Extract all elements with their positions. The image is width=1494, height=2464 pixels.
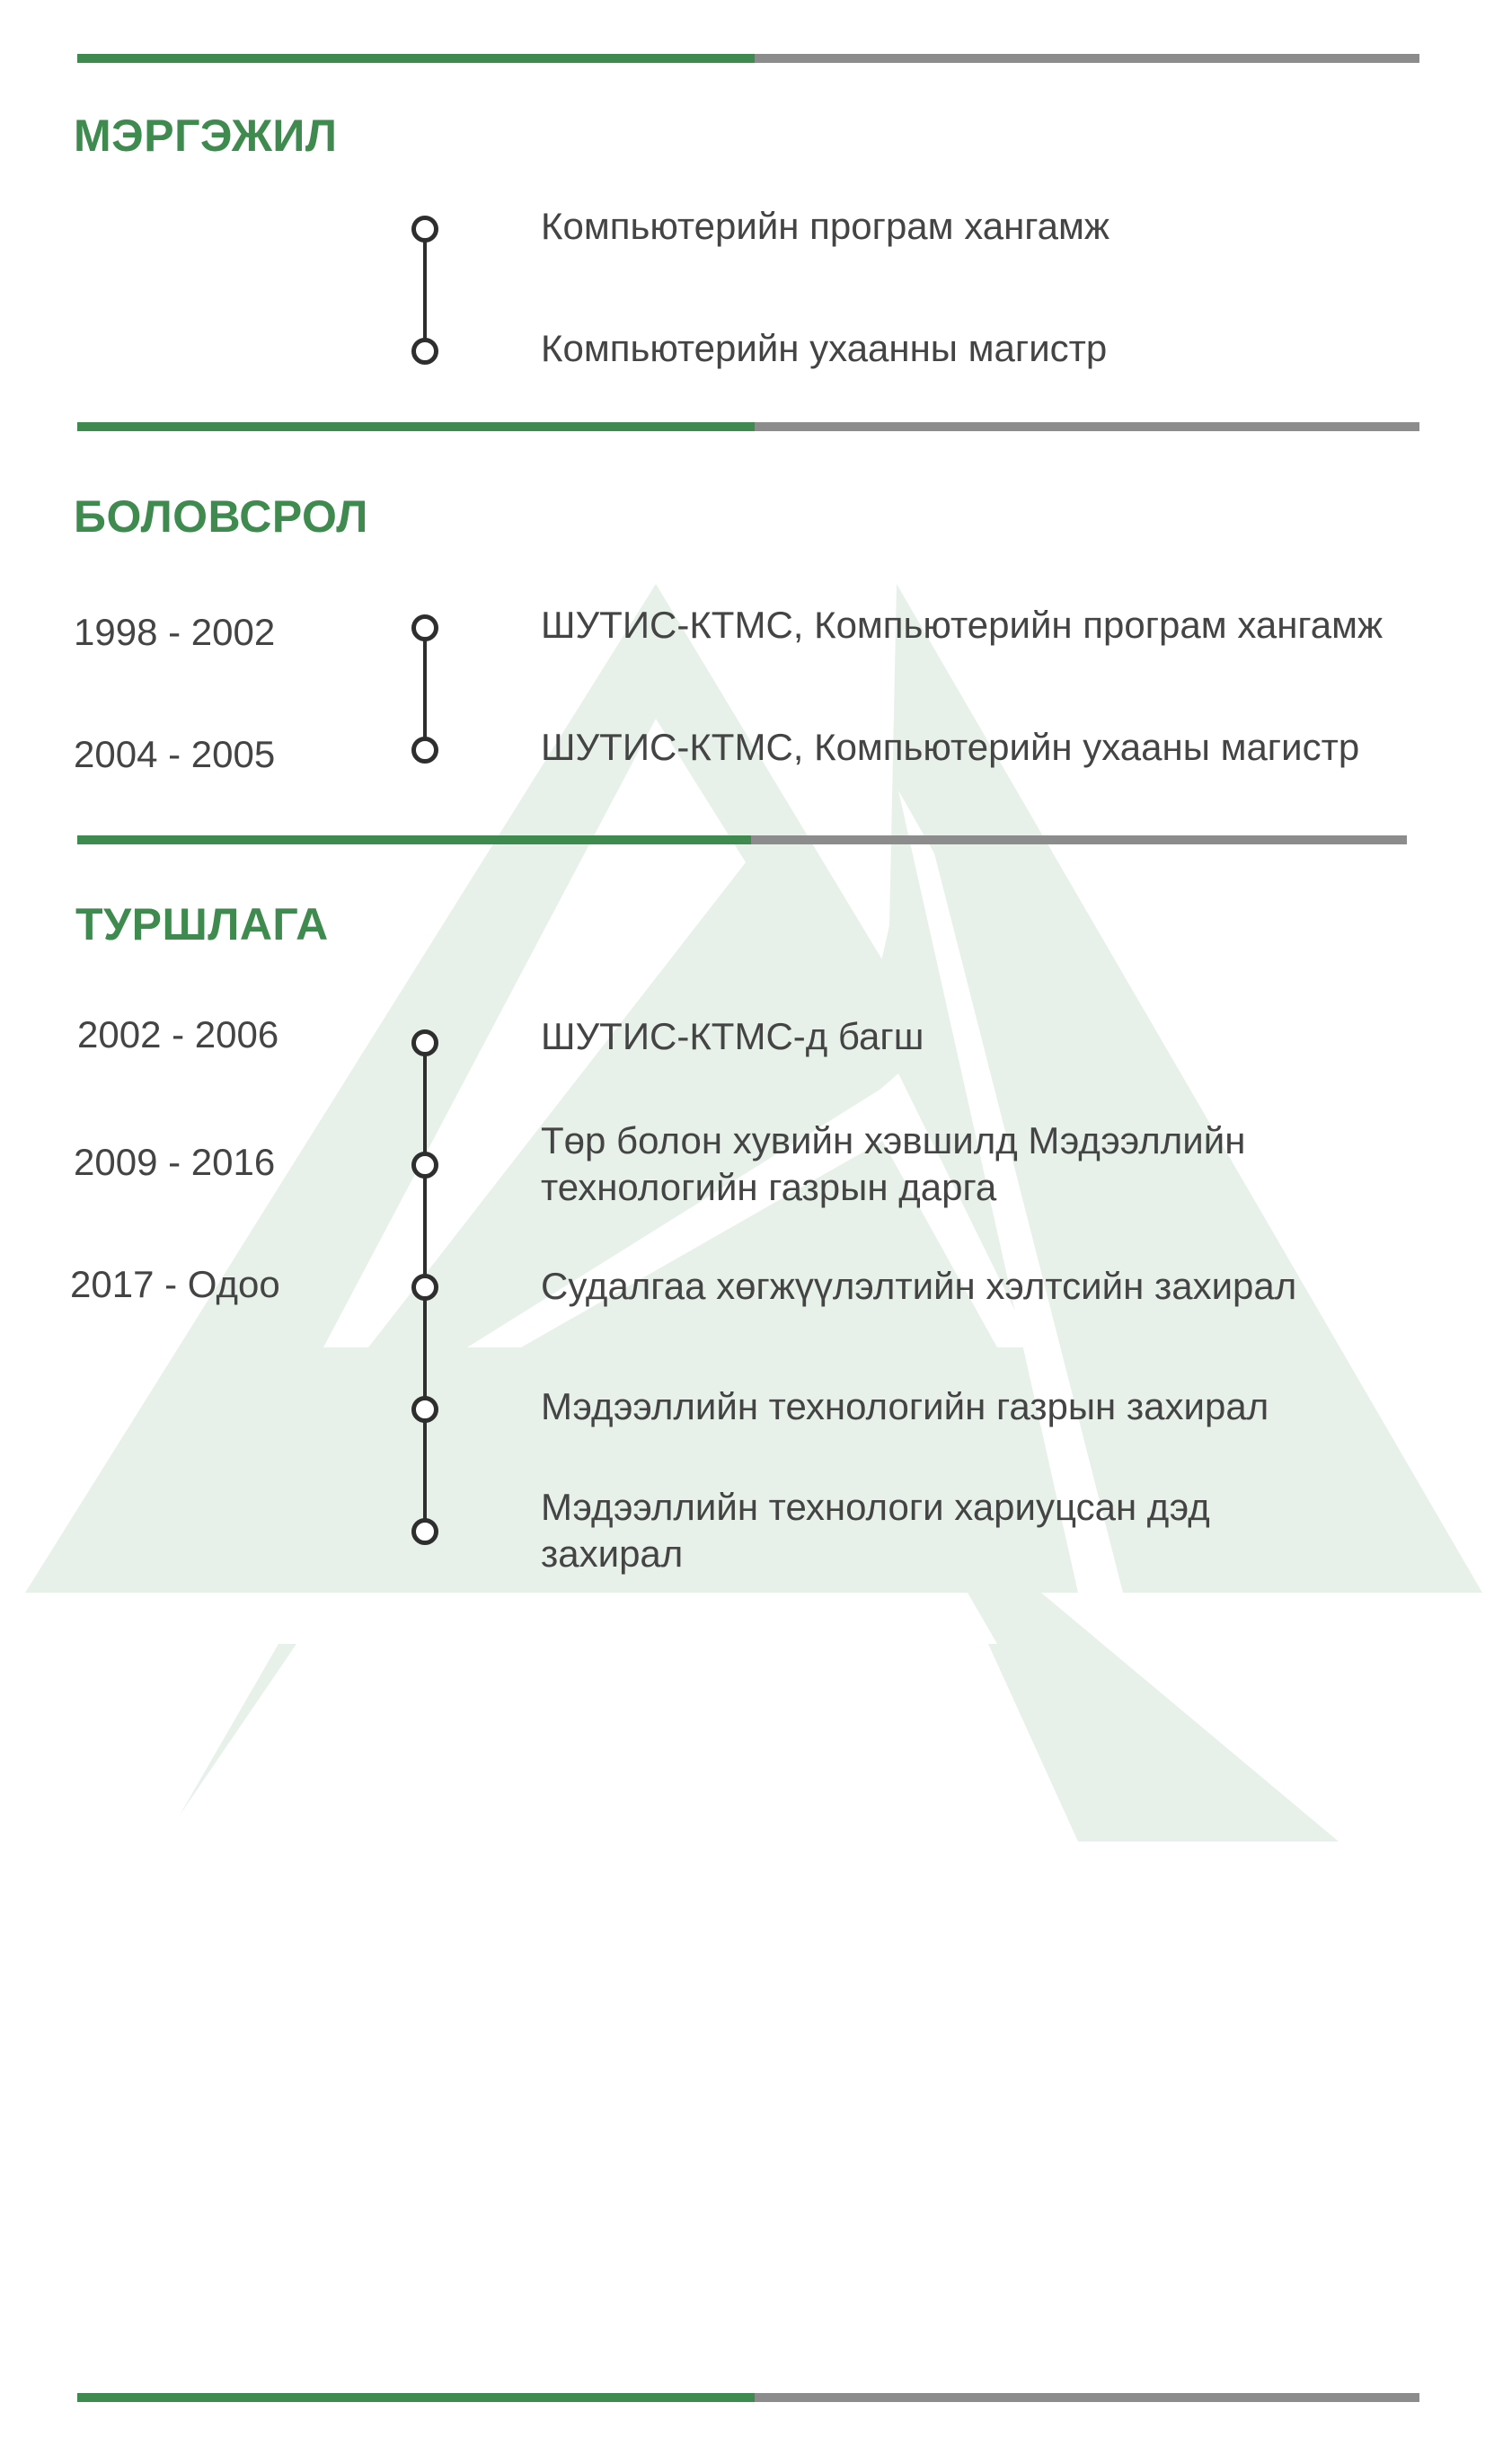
experience-item: Судалгаа хөгжүүлэлтийн хэлтсийн захирал [541, 1265, 1297, 1307]
footer-divider [77, 2393, 1419, 2402]
profession-item: Компьютерийн ухаанны магистр [541, 327, 1108, 369]
timeline-node [411, 338, 438, 365]
divider-accent [77, 835, 751, 844]
experience-item: Мэдээллийн технологи хариуцсан дэд захирал [541, 1486, 1210, 1575]
divider-accent [77, 422, 755, 431]
divider-accent [77, 2393, 755, 2402]
section-title-profession: МЭРГЭЖИЛ [74, 110, 338, 161]
section-divider [77, 422, 1419, 431]
education-item: ШУТИС-КТМС, Компьютерийн ухааны магистр [541, 726, 1360, 768]
education-date: 2004 - 2005 [74, 733, 276, 775]
experience-date: 2017 - Одоо [70, 1263, 280, 1305]
divider-rule [755, 422, 1419, 431]
divider-rule [755, 2393, 1419, 2402]
section-title-education: БОЛОВСРОЛ [74, 491, 368, 542]
divider-rule [751, 835, 1407, 844]
divider-rule [755, 54, 1419, 63]
section-divider [77, 54, 1419, 63]
divider-accent [77, 54, 755, 63]
section-title-experience: ТУРШЛАГА [75, 899, 329, 949]
experience-item: Мэдээллийн технологийн газрын захирал [541, 1385, 1269, 1427]
experience-date: 2009 - 2016 [74, 1141, 276, 1183]
timeline-node [411, 1274, 438, 1301]
experience-item: ШУТИС-КТМС-д багш [541, 1015, 924, 1057]
timeline-node [411, 1029, 438, 1056]
timeline-node [411, 216, 438, 243]
timeline-node [411, 737, 438, 764]
experience-date: 2002 - 2006 [77, 1013, 279, 1055]
timeline-node [411, 1518, 438, 1545]
education-item: ШУТИС-КТМС, Компьютерийн програм хангамж [541, 604, 1383, 646]
timeline-node [411, 1152, 438, 1179]
education-date: 1998 - 2002 [74, 611, 276, 653]
timeline-node [411, 614, 438, 641]
experience-item: Төр болон хувийн хэвшилд Мэдээллийн технологийн газрын дарга [541, 1119, 1246, 1208]
section-divider [77, 835, 1407, 844]
timeline-node [411, 1396, 438, 1423]
timeline-line [423, 228, 427, 350]
profession-item: Компьютерийн програм хангамж [541, 205, 1110, 247]
timeline-line [423, 627, 427, 749]
